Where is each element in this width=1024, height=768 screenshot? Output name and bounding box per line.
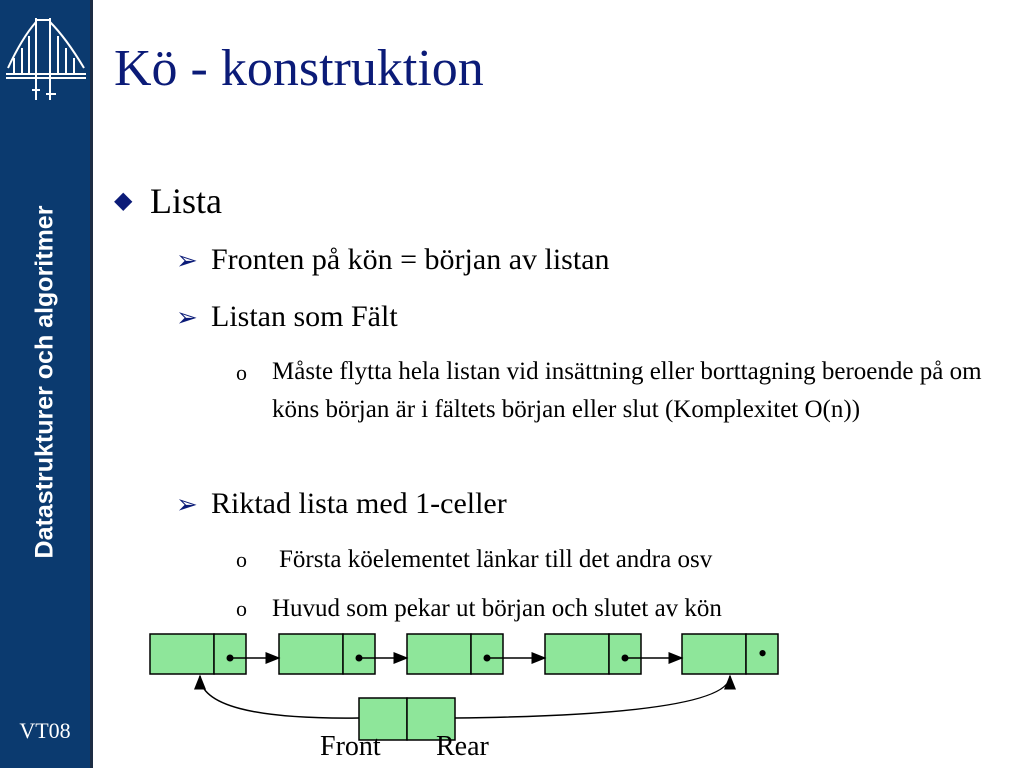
cell-link-field	[214, 634, 246, 674]
circle-bullet-icon: o	[236, 596, 247, 621]
arrow-bullet-icon: ➢	[176, 303, 198, 332]
term-label: VT08	[19, 718, 71, 743]
arrow-bullet-icon: ➢	[176, 246, 198, 275]
slide-title: Kö - konstruktion	[114, 40, 484, 97]
list-cells	[150, 634, 778, 674]
null-pointer-dot: •	[758, 639, 768, 668]
front-label: Front	[320, 731, 381, 762]
cell-value-field	[682, 634, 746, 674]
cell-link-field	[343, 634, 375, 674]
circle-bullet-icon: o	[236, 547, 247, 572]
list-cell	[279, 634, 375, 674]
bullet-huvud: Huvud som pekar ut början och slutet av kön	[272, 595, 722, 622]
circle-bullet-icon: o	[236, 360, 247, 385]
bullet-listan-som-falt: Listan som Fält	[211, 300, 398, 333]
cell-value-field	[545, 634, 609, 674]
bullet-lista: Lista	[150, 181, 222, 221]
bullet-forsta: Första köelementet länkar till det andra osv	[279, 546, 713, 573]
cell-link-field	[471, 634, 503, 674]
front-pointer	[200, 676, 359, 718]
rear-pointer	[455, 676, 730, 718]
bullet-riktad-lista: Riktad lista med 1-celler	[211, 487, 507, 520]
rear-label: Rear	[436, 731, 489, 762]
bullet-fronten: Fronten på kön = början av listan	[211, 243, 610, 276]
cell-value-field	[279, 634, 343, 674]
cell-link-field	[609, 634, 641, 674]
course-title: Datastrukturer och algoritmer	[30, 205, 59, 559]
list-cell	[407, 634, 503, 674]
arrow-bullet-icon: ➢	[176, 490, 198, 519]
diamond-bullet-icon: ◆	[114, 188, 133, 214]
list-cell	[150, 634, 246, 674]
cell-value-field	[407, 634, 471, 674]
bullet-maste-flytta: Måste flytta hela listan vid insättning eller borttagning beroende på om köns början är i fältets början eller slut (Komplexitet O(n))	[272, 358, 982, 423]
cell-value-field	[150, 634, 214, 674]
list-cell	[545, 634, 641, 674]
